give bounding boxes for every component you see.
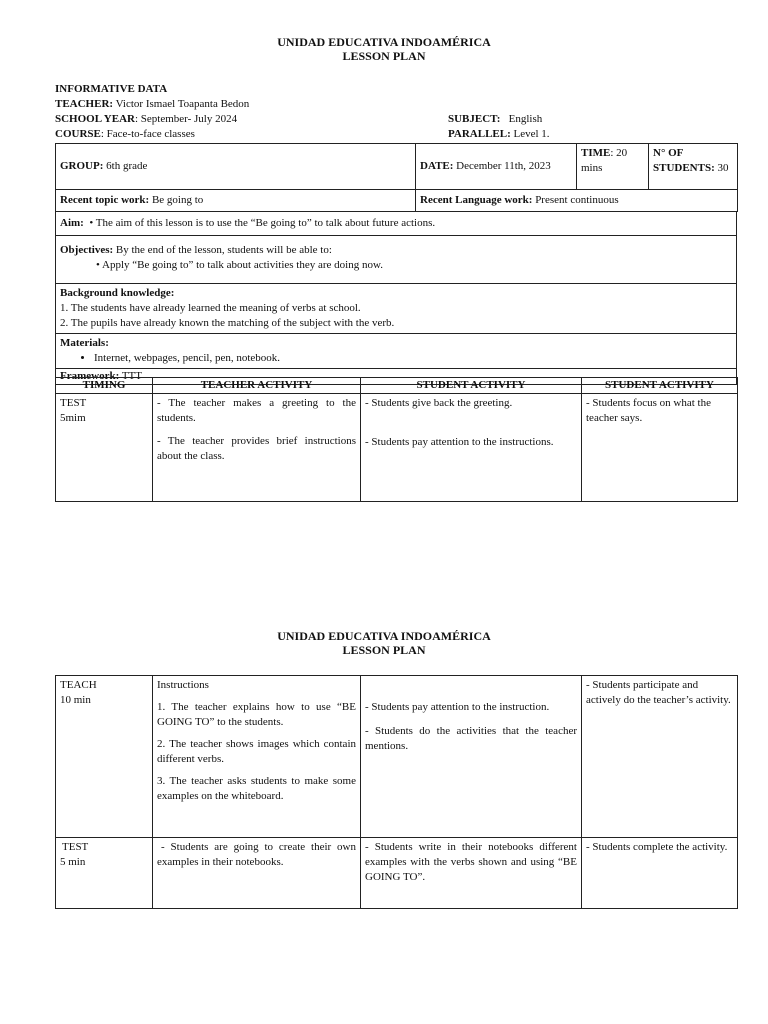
- subject-block: [448, 112, 550, 142]
- course-label: COURSE: [55, 128, 101, 140]
- timing-duration: 5 min: [60, 856, 86, 868]
- materials-item: • Internet, webpages, pencil, pen, notebook.: [94, 351, 732, 366]
- header-timing: TIMING: [56, 378, 153, 394]
- teacher-activity-item: 3. The teacher asks students to make some examples on the whiteboard.: [157, 775, 356, 802]
- timing-cell: [56, 838, 153, 909]
- parallel-value: Level 1.: [513, 128, 550, 140]
- lesson-details-table: [55, 211, 737, 385]
- group-cell: [56, 144, 416, 190]
- student-activity-item: - Students complete the activity.: [586, 841, 728, 853]
- recent-language-value: Present continuous: [535, 194, 619, 206]
- aim-cell: [56, 212, 737, 236]
- subject-label: SUBJECT:: [448, 113, 501, 125]
- students-count-cell: [649, 144, 738, 190]
- students-label-line2: STUDENTS:: [653, 162, 715, 174]
- student-activity-cell: [361, 838, 582, 909]
- school-name: UNIDAD EDUCATIVA INDOAMÉRICA: [277, 35, 491, 49]
- teacher-activity-cell: [153, 838, 361, 909]
- student-activity-cell: [582, 394, 738, 502]
- recent-topic-value: Be going to: [151, 194, 204, 206]
- time-cell: [577, 144, 649, 190]
- header-student-activity: STUDENT ACTIVITY: [582, 378, 738, 394]
- student-activity-item: - Students participate and actively do the teacher’s activity.: [586, 679, 731, 706]
- date-value: December 11th, 2023: [456, 160, 551, 172]
- recent-topic-cell: [56, 190, 416, 212]
- timing-stage: TEST: [60, 397, 87, 409]
- student-activity-item: - Students write in their notebooks different examples with the verbs shown and using “BE GOING TO”.: [365, 841, 577, 883]
- framework-value: TTT: [121, 370, 142, 382]
- student-activity-cell: [361, 394, 582, 502]
- aim-value: • The aim of this lesson is to use the “Be going to” to talk about future actions.: [89, 217, 436, 229]
- activity-table-continued: [55, 675, 738, 909]
- timing-stage: TEST: [62, 841, 89, 853]
- informative-data-heading: INFORMATIVE DATA: [55, 83, 168, 95]
- teacher-activity-item: 1. The teacher explains how to use “BE GOING TO” to the students.: [157, 701, 356, 728]
- time-value: : 20 mins: [581, 147, 628, 174]
- teacher-label: TEACHER:: [55, 98, 114, 110]
- timing-stage: TEACH: [60, 679, 97, 691]
- objectives-cell: [56, 236, 737, 284]
- document-title: LESSON PLAN: [342, 49, 426, 63]
- table-row: [56, 676, 738, 838]
- teacher-activity-cell: [153, 394, 361, 502]
- table-row: [56, 838, 738, 909]
- informative-data-block: [55, 82, 249, 142]
- parallel-label: PARALLEL:: [448, 128, 511, 140]
- teacher-activity-item: - Students are going to create their own examples in their notebooks.: [157, 841, 356, 868]
- background-label: Background knowledge:: [60, 287, 175, 299]
- lesson-info-table: [55, 143, 738, 212]
- recent-language-label: Recent Language work:: [420, 194, 533, 206]
- objectives-value: By the end of the lesson, students will be able to:: [115, 244, 332, 256]
- student-activity-cell: [361, 676, 582, 838]
- time-label: TIME: [581, 147, 611, 159]
- objectives-item: • Apply “Be going to” to talk about activities they are doing now.: [96, 259, 383, 271]
- date-cell: [416, 144, 577, 190]
- recent-topic-label: Recent topic work:: [60, 194, 150, 206]
- student-activity-cell: [582, 838, 738, 909]
- activity-table: [55, 377, 738, 502]
- student-activity-item: - Students give back the greeting.: [365, 397, 513, 409]
- background-item: 2. The pupils have already known the matching of the subject with the verb.: [60, 317, 395, 329]
- date-label: DATE:: [420, 160, 454, 172]
- timing-cell: [56, 394, 153, 502]
- background-cell: [56, 284, 737, 334]
- header-teacher-activity: TEACHER ACTIVITY: [153, 378, 361, 394]
- timing-duration: 10 min: [60, 694, 91, 706]
- objectives-label: Objectives:: [60, 244, 114, 256]
- subject-value: English: [508, 113, 543, 125]
- teacher-activity-cell: [153, 676, 361, 838]
- header-student-activity: STUDENT ACTIVITY: [361, 378, 582, 394]
- materials-label: Materials:: [60, 337, 109, 349]
- school-year-value: : September- July 2024: [134, 113, 238, 125]
- student-activity-item: - Students pay attention to the instructions.: [365, 436, 554, 448]
- teacher-activity-item: - The teacher makes a greeting to the students.: [157, 397, 356, 424]
- timing-duration: 5mim: [60, 412, 86, 424]
- materials-cell: [56, 334, 737, 369]
- group-label: GROUP:: [60, 160, 104, 172]
- aim-label: Aim:: [60, 217, 84, 229]
- students-label-line1: N° OF: [653, 147, 684, 159]
- school-year-label: SCHOOL YEAR: [55, 113, 135, 125]
- teacher-activity-item: - The teacher provides brief instructions about the class.: [157, 435, 356, 462]
- student-activity-item: - Students pay attention to the instruction.: [365, 701, 550, 713]
- framework-label: Framework:: [60, 370, 120, 382]
- group-value: 6th grade: [106, 160, 148, 172]
- school-name: UNIDAD EDUCATIVA INDOAMÉRICA: [277, 629, 491, 643]
- teacher-value: Victor Ismael Toapanta Bedon: [115, 98, 250, 110]
- timing-cell: [56, 676, 153, 838]
- students-value: 30: [717, 162, 729, 174]
- recent-language-cell: [416, 190, 738, 212]
- background-item: 1. The students have already learned the meaning of verbs at school.: [60, 302, 361, 314]
- teacher-activity-title: Instructions: [157, 679, 209, 691]
- student-activity-item: - Students focus on what the teacher says.: [586, 397, 711, 424]
- student-activity-item: - Students do the activities that the teacher mentions.: [365, 725, 577, 752]
- course-value: : Face-to-face classes: [100, 128, 195, 140]
- table-row: [56, 394, 738, 502]
- teacher-activity-item: 2. The teacher shows images which contain different verbs.: [157, 738, 356, 765]
- document-title: LESSON PLAN: [342, 643, 426, 657]
- student-activity-cell: [582, 676, 738, 838]
